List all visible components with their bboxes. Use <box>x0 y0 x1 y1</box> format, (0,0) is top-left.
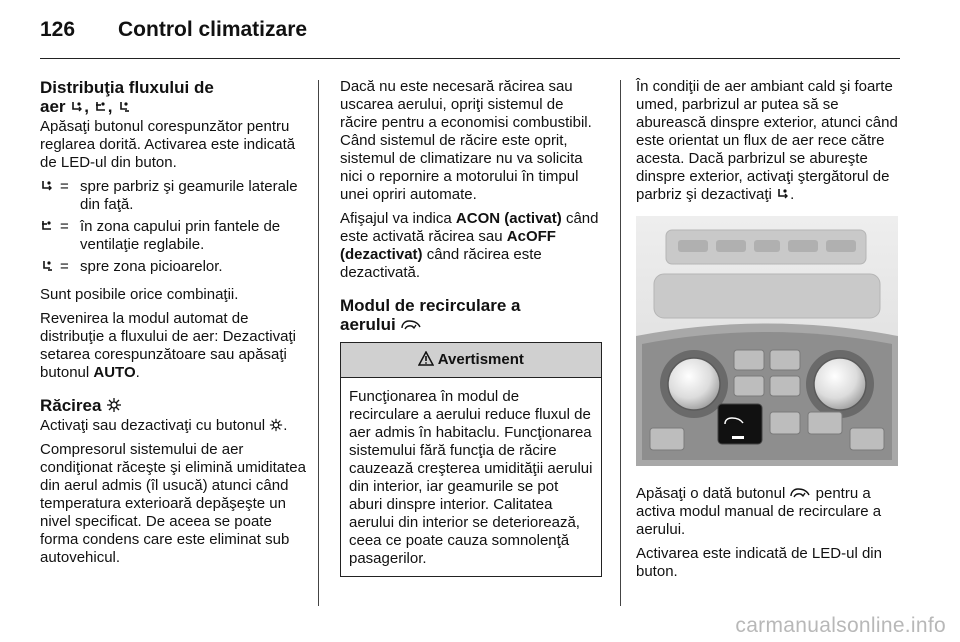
section-heading-cooling: Răcirea <box>40 396 306 415</box>
paragraph: Activaţi sau dezactivaţi cu butonul . <box>40 417 288 434</box>
paragraph: Activarea este indicată de LED-ul din buton. <box>636 545 882 580</box>
definition-list <box>40 178 306 276</box>
page-title: Control climatizare <box>118 18 308 41</box>
foot-airflow-icon <box>40 259 54 273</box>
windshield-airflow-icon <box>70 100 84 114</box>
windshield-airflow-icon <box>776 187 790 201</box>
snowflake-icon <box>269 418 283 432</box>
definition-item: = în zona capului prin fantele de ventilaţie reglabile. <box>40 218 306 254</box>
paragraph: În condiţii de aer ambiant cald şi foarte umed, parbrizul ar putea să se aburească dinspre exterior, atunci când este orientat un flux de aer rece către acesta. Dacă parbrizul se abureşte dinspre exterior, activaţi ştergătorul de parbriz şi dezactivaţi . <box>636 78 898 203</box>
column-2 <box>340 78 602 577</box>
paragraph: Sunt posibile orice combinaţii. <box>40 286 239 303</box>
column-1 <box>40 78 306 573</box>
page-number: 126 <box>40 18 76 41</box>
warning-header: Avertisment <box>341 343 601 378</box>
paragraph: Apăsaţi o dată butonul pentru a activa modul manual de recirculare a aerului. <box>636 485 882 538</box>
foot-airflow-icon <box>117 100 131 114</box>
section-heading-air-distribution: Distribuţia fluxului de aer , , <box>40 78 214 116</box>
head-airflow-icon <box>94 100 108 114</box>
definition-item: = spre parbriz şi geamurile laterale din faţă. <box>40 178 306 214</box>
section-heading-recirculation: Modul de recirculare a aerului <box>340 296 521 334</box>
paragraph: Dacă nu este necesară răcirea sau uscarea aerului, opriţi sistemul de răcire pentru a economisi combustibil. Când sistemul de răcire este oprit, sistemul de climatizare nu va solicita nici o repornire a motorului în timpul unei opriri automate. <box>340 78 592 203</box>
paragraph: Revenirea la modul automat de distribuţie a fluxului de aer: Dezactivaţi setarea corespunzătoare sau apăsaţi butonul AUTO. <box>40 310 296 381</box>
watermark: carmanualsonline.info <box>735 614 946 637</box>
warning-triangle-icon <box>418 351 434 366</box>
snowflake-icon <box>106 397 122 413</box>
warning-text: Funcţionarea în modul de recirculare a aerului reduce fluxul de aer admis în habitaclu. Funcţionarea sistemului fără funcţia de răcire cauzează creşterea umidităţii aerului din interior, iar geamurile se pot aburi dinspre interior. Calitatea aerului din interior se deteriorează, ceea ce poate cauza somnolenţă pasagerilor. <box>349 388 593 567</box>
warning-box <box>340 342 602 577</box>
recirculation-icon <box>400 318 422 332</box>
recirculation-icon <box>789 486 811 500</box>
paragraph: Compresorul sistemului de aer condiţionat răceşte şi elimină umiditatea din aerul admis (îl usucă) atunci când temperatura exterioară depăşeşte un nivel specificat. De aceea se poate forma condens care este eliminat sub autovehicul. <box>40 441 306 566</box>
column-3 <box>636 78 902 587</box>
windshield-airflow-icon <box>40 179 54 193</box>
column-divider <box>318 80 319 606</box>
column-divider <box>620 80 621 606</box>
head-airflow-icon <box>40 219 54 233</box>
header-rule <box>40 58 900 59</box>
paragraph: Afişajul va indica ACON (activat) când este activată răcirea sau AcOFF (dezactivat) când răcirea este dezactivată. <box>340 210 599 281</box>
climate-control-panel-illustration <box>636 216 898 466</box>
paragraph: Apăsaţi butonul corespunzător pentru reglarea dorită. Activarea este indicată de LED-ul din buton. <box>40 118 296 171</box>
definition-item: = spre zona picioarelor. <box>40 258 306 276</box>
